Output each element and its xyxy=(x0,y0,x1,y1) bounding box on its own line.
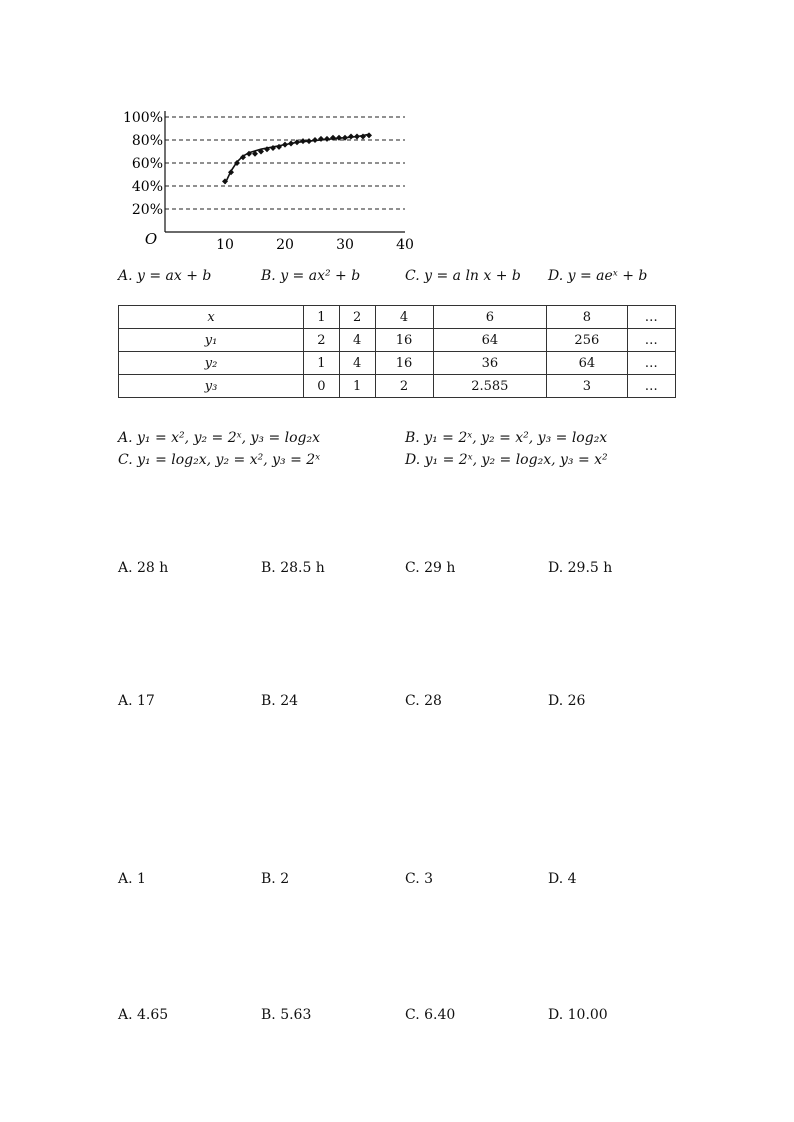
table-cell: 1 xyxy=(304,352,340,375)
table-cell: … xyxy=(627,352,676,375)
table-cell: 36 xyxy=(433,352,547,375)
q6-option-d: D. 26 xyxy=(548,693,586,709)
table-cell: 2 xyxy=(339,306,375,329)
table-cell: … xyxy=(627,306,676,329)
table-cell: 4 xyxy=(339,329,375,352)
table-cell: 3 xyxy=(547,375,627,398)
q3-option-c: C. y = a ln x + b xyxy=(405,268,521,284)
data-point xyxy=(354,134,360,140)
table-cell: y₁ xyxy=(119,329,304,352)
data-point xyxy=(288,140,294,146)
q7-option-d: D. 4 xyxy=(548,871,577,887)
table-cell: 0 xyxy=(304,375,340,398)
q7-option-b: B. 2 xyxy=(261,871,290,887)
table-cell: 64 xyxy=(547,352,627,375)
table-cell: 1 xyxy=(304,306,340,329)
table-row xyxy=(119,375,676,398)
data-point xyxy=(324,136,330,142)
data-point xyxy=(366,132,372,138)
table-cell: y₂ xyxy=(119,352,304,375)
q5-option-c: C. 29 h xyxy=(405,560,456,576)
table-row xyxy=(119,352,676,375)
origin-label: O xyxy=(144,230,158,248)
q8-option-b: B. 5.63 xyxy=(261,1007,312,1023)
germination-chart xyxy=(110,92,420,267)
q6-option-c: C. 28 xyxy=(405,693,442,709)
data-point xyxy=(312,137,318,143)
q6-option-a: A. 17 xyxy=(118,693,155,709)
x-tick-label: 10 xyxy=(216,237,234,253)
q4-option-c: C. y₁ = log₂x, y₂ = x², y₃ = 2ˣ xyxy=(118,452,321,468)
q8-option-a: A. 4.65 xyxy=(118,1007,169,1023)
y-tick-label: 60% xyxy=(131,156,163,172)
q3-option-a: A. y = ax + b xyxy=(118,268,212,284)
y-tick-label: 40% xyxy=(131,179,163,195)
chart-svg xyxy=(110,92,420,267)
table-cell: 256 xyxy=(547,329,627,352)
x-tick-label: 30 xyxy=(336,237,354,253)
table-cell: 6 xyxy=(433,306,547,329)
table-cell: 2 xyxy=(375,375,433,398)
y-tick-label: 100% xyxy=(122,110,163,126)
q7-option-a: A. 1 xyxy=(118,871,146,887)
table-cell: 4 xyxy=(339,352,375,375)
data-point xyxy=(282,142,288,148)
y-tick-label: 80% xyxy=(131,133,163,149)
x-tick-label: 20 xyxy=(276,237,294,253)
data-point xyxy=(300,138,306,144)
data-point xyxy=(348,134,354,140)
table-cell: 2.585 xyxy=(433,375,547,398)
q3-option-b: B. y = ax² + b xyxy=(261,268,361,284)
q4-option-d: D. y₁ = 2ˣ, y₂ = log₂x, y₃ = x² xyxy=(405,452,608,468)
table-cell: y₃ xyxy=(119,375,304,398)
table-cell: … xyxy=(627,329,676,352)
q7-option-c: C. 3 xyxy=(405,871,434,887)
table-row xyxy=(119,329,676,352)
q8-option-d: D. 10.00 xyxy=(548,1007,608,1023)
data-table xyxy=(118,305,676,398)
q6-option-b: B. 24 xyxy=(261,693,299,709)
table-cell: 8 xyxy=(547,306,627,329)
q5-option-b: B. 28.5 h xyxy=(261,560,325,576)
table-cell: 16 xyxy=(375,329,433,352)
table-cell: 4 xyxy=(375,306,433,329)
q8-option-c: C. 6.40 xyxy=(405,1007,456,1023)
q5-option-d: D. 29.5 h xyxy=(548,560,613,576)
table-cell: x xyxy=(119,306,304,329)
q4-option-b: B. y₁ = 2ˣ, y₂ = x², y₃ = log₂x xyxy=(405,430,608,446)
q4-option-a: A. y₁ = x², y₂ = 2ˣ, y₃ = log₂x xyxy=(118,430,321,446)
table-row xyxy=(119,306,676,329)
table-cell: 16 xyxy=(375,352,433,375)
x-tick-label: 40 xyxy=(396,237,414,253)
table-cell: 1 xyxy=(339,375,375,398)
table-cell: … xyxy=(627,375,676,398)
data-point xyxy=(306,138,312,144)
y-tick-label: 20% xyxy=(131,202,163,218)
table-cell: 2 xyxy=(304,329,340,352)
table-cell: 64 xyxy=(433,329,547,352)
q3-option-d: D. y = aeˣ + b xyxy=(548,268,648,284)
q5-option-a: A. 28 h xyxy=(118,560,169,576)
